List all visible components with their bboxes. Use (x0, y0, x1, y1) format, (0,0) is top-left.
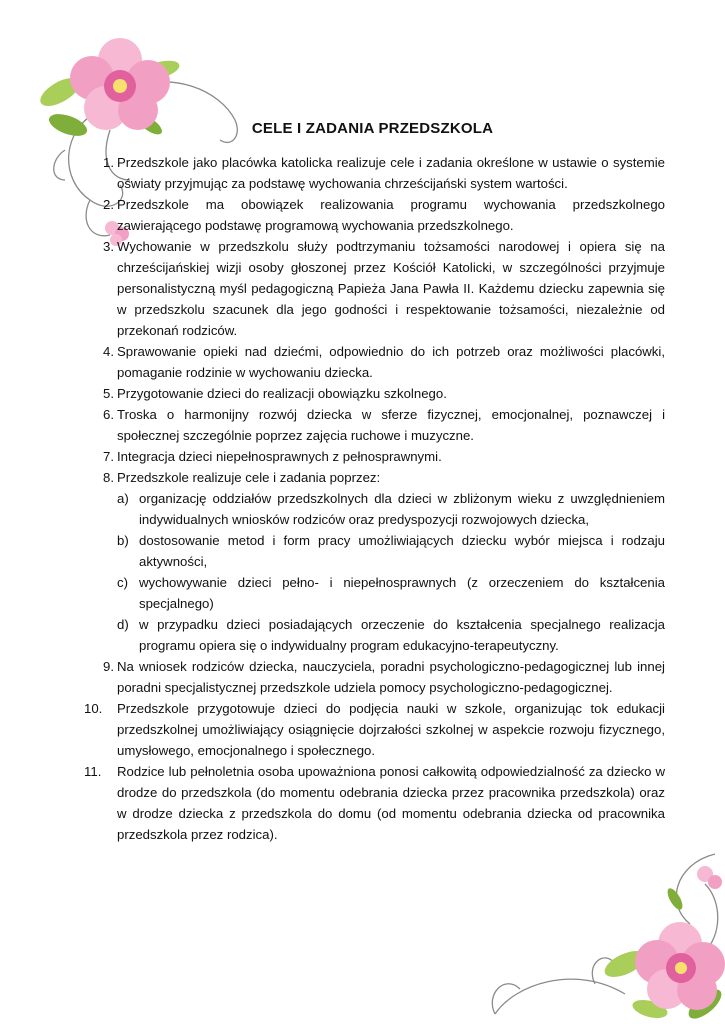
item-number: 10. (84, 701, 103, 716)
sub-list-item (117, 488, 665, 530)
document-body (84, 152, 665, 845)
goals-list (84, 152, 665, 845)
item-number: 6. (103, 407, 114, 422)
list-item (84, 383, 665, 404)
item-number: 7. (103, 449, 114, 464)
sub-item-text: organizację oddziałów przedszkolnych dla dzieci w zbliżonym wieku z uwzględnieniem indywidualnych wniosków rodziców oraz predyspozycji rozwojowych dziecka, (139, 491, 665, 527)
item-text: Integracja dzieci niepełnosprawnych z pełnosprawnymi. (117, 449, 442, 464)
item-number: 11. (84, 764, 102, 779)
list-item (84, 152, 665, 194)
item-text: Wychowanie w przedszkolu służy podtrzymaniu tożsamości narodowej i opiera się na chrześcijańskiej wizji osoby głoszonej przez Kościół Katolicki, w szczególności przyjmuje personalistyczną myśl pedagogiczną Papieża Jana Pawła II. Każdemu dziecku zapewnia się w przedszkolu szacunek dla jego godności i respektowanie tożsamości, niezależnie od przekonań rodziców. (117, 239, 665, 338)
sub-list-item (117, 572, 665, 614)
item-text: Sprawowanie opieki nad dziećmi, odpowiednio do ich potrzeb oraz możliwości placówki, pomaganie rodzinie w wychowaniu dziecka. (117, 344, 665, 380)
sub-item-text: dostosowanie metod i form pracy umożliwiających dziecku wybór miejsca i rodzaju aktywności, (139, 533, 665, 569)
pink-flower (70, 38, 170, 130)
sub-item-text: w przypadku dzieci posiadających orzeczenie do kształcenia specjalnego realizacja programu opiera się o indywidualny program edukacyjno-terapeutyczny. (139, 617, 665, 653)
list-item (84, 467, 665, 656)
item-number: 2. (103, 197, 114, 212)
item-text: Przedszkole przygotowuje dzieci do podjęcia nauki w szkole, organizując tok edukacji przedszkolnej umożliwiający osiągnięcie dojrzałości szkolnej w aspekcie rozwoju fizycznego, umysłowego, emocjonalnego i społecznego. (117, 701, 665, 758)
list-item (84, 194, 665, 236)
item-text: Na wniosek rodziców dziecka, nauczyciela, poradni psychologiczno-pedagogicznej lub innej poradni specjalistycznej przedszkole udziela pomocy psychologiczno-pedagogicznej. (117, 659, 665, 695)
sub-item-letter: c) (117, 575, 128, 590)
item-number: 3. (103, 239, 114, 254)
item-text: Troska o harmonijny rozwój dziecka w sferze fizycznej, emocjonalnej, poznawczej i społecznej szczególnie poprzez zajęcia ruchowe i muzyczne. (117, 407, 665, 443)
sub-item-text: wychowywanie dzieci pełno- i niepełnosprawnych (z orzeczeniem do kształcenia specjalnego) (139, 575, 665, 611)
small-pink-flower (697, 866, 722, 889)
item-number: 9. (103, 659, 114, 674)
sub-list-item (117, 614, 665, 656)
list-item (84, 236, 665, 341)
list-item (84, 404, 665, 446)
sub-list-item (117, 530, 665, 572)
sub-item-letter: d) (117, 617, 129, 632)
list-item (84, 341, 665, 383)
item-text: Przedszkole realizuje cele i zadania poprzez: (117, 470, 381, 485)
list-item (84, 656, 665, 698)
document-title: CELE I ZADANIA PRZEDSZKOLA (251, 120, 494, 137)
list-item (84, 761, 665, 845)
item-number: 5. (103, 386, 114, 401)
item-number: 8. (103, 470, 114, 485)
floral-decoration-bottom-right (475, 844, 725, 1024)
list-item (84, 698, 665, 761)
item-text: Rodzice lub pełnoletnia osoba upoważniona ponosi całkowitą odpowiedzialność za dziecko w drodze do przedszkola (do momentu odebrania dziecka przez pracownika przedszkola) oraz w drodze dziecka z przedszkola do domu (od momentu odebrania dziecka od pracownika przedszkola przez rodzica). (117, 764, 665, 842)
list-item (84, 446, 665, 467)
item-text: Przedszkole jako placówka katolicka realizuje cele i zadania określone w ustawie o systemie oświaty przyjmując za podstawę wychowania chrześcijański system wartości. (117, 155, 665, 191)
sub-list (117, 488, 665, 656)
item-number: 4. (103, 344, 114, 359)
sub-item-letter: a) (117, 491, 129, 506)
sub-item-letter: b) (117, 533, 129, 548)
item-text: Przedszkole ma obowiązek realizowania programu wychowania przedszkolnego zawierającego podstawę programową wychowania przedszkolnego. (117, 197, 665, 233)
item-text: Przygotowanie dzieci do realizacji obowiązku szkolnego. (117, 386, 447, 401)
pink-flower (635, 922, 725, 1010)
item-number: 1. (103, 155, 114, 170)
